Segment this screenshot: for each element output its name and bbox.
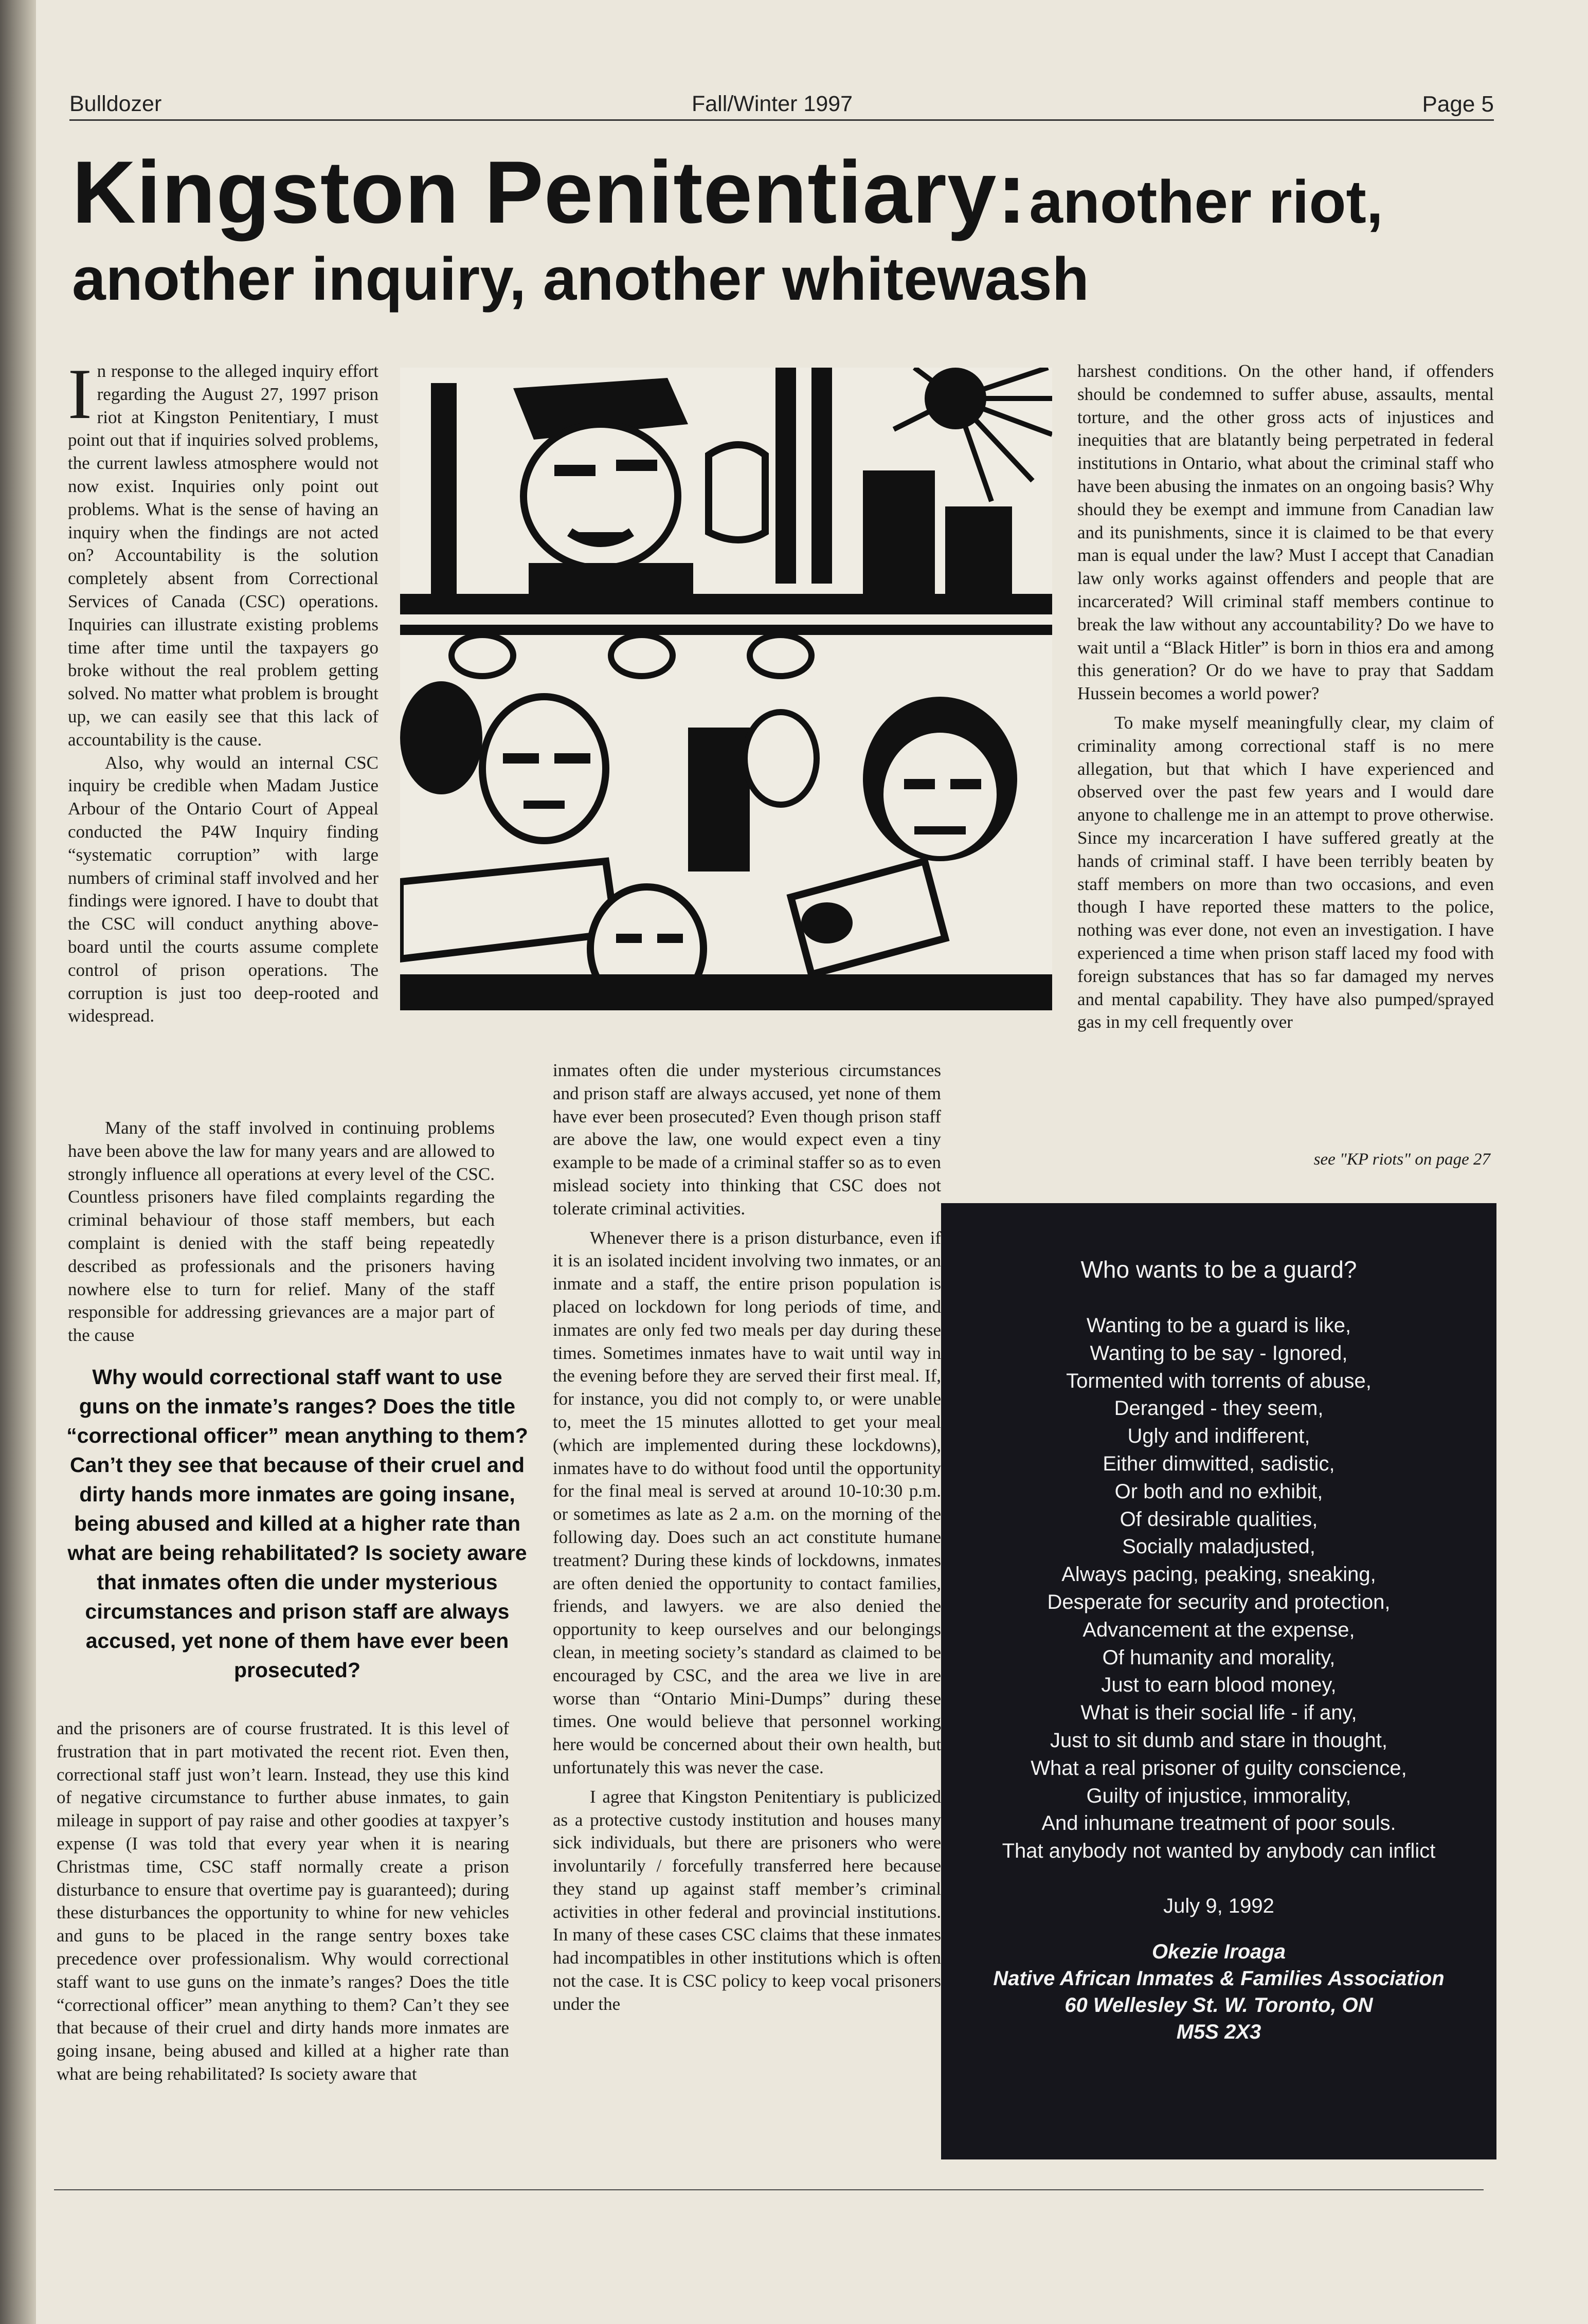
article-paragraph-2: Also, why would an internal CSC inquiry be credible when Madam Justice Arbour of the Ontario Court of Appeal conducted the P4W Inquiry finding “systematic corruption” with large numbers of criminal staff involved and her findings were ignored. I have to doubt that the CSC will conduct anything above-board until the courts assume complete control of prison operations. The corruption is just too deep-rooted and widespread.	[68, 752, 378, 1026]
article-paragraph-3: Many of the staff involved in continuing problems have been above the law for many years and are allowed to strongly influence all operations at every level of the CSC. Countless prisoners have filed complaints regarding the criminal behaviour of those staff members, but each complaint is denied with the staff being repeatedly described as professionals and the prisoners having nowhere else to turn for relief. Many of the staff responsible for addressing grievances are a major part of the cause	[68, 1118, 495, 1346]
article-col3	[1077, 360, 1494, 1034]
poem-author: Okezie Iroaga	[1151, 1940, 1286, 1963]
poem-line: Wanting to be a guard is like,	[1086, 1314, 1351, 1337]
poem-line: Desperate for security and protection,	[1047, 1590, 1391, 1613]
article-col2-paragraph-2: Whenever there is a prison disturbance, even if it is an isolated incident involving two inmates, or an inmate and a staff, the entire prison population is placed on lockdown for long periods of time, and inmates are only fed two meals per day during these times. Sometimes inmates have to wait until way in the evening before they are served their first meal. If, for instance, you did not comply to, or were unable to, meet the 15 minutes allotted to get your meal (which are implemented during these lockdowns), inmates have to do without food until the opportunity for the final meal is served at around 10-10:30 p.m. or sometimes as late as 2 a.m. on the morning of the following day. Does such an act constitute humane treatment? During these kinds of lockdowns, inmates are often denied the opportunity to contact families, friends, and lawyers. we are also denied the opportunity to keep ourselves and our belongings clean, in meeting society’s standard as claimed to be encouraged by CSC, and the area we live in are worse than “Ontario Mini-Dumps” during these times. One would believe that personnel working here would be concerned about their own health, but unfortunately this was never the case.	[553, 1227, 941, 1777]
poem-date: July 9, 1992	[1163, 1895, 1274, 1917]
article-col3-paragraph-1: harshest conditions. On the other hand, if offenders should be condemned to suffer abuse, assaults, mental torture, and the other gross acts of injustices and inequities that are blatantly being perpetrated in federal institutions in Ontario, what about the criminal staff who have been abusing the inmates on an ongoing basis? Why should they be exempt and immune from Canadian law and its punishments, since it is claimed to be that every man is equal under the law? Must I accept that Canadian law only works against offenders and people that are incarcerated? Will criminal staff members continue to break the law without any accountability? Do we have to wait until a “Black Hitler” is born in thios era and among this generation? Or do we have to pray that Saddam Hussein becomes a world power?	[1077, 361, 1494, 704]
poem-line: Always pacing, peaking, sneaking,	[1061, 1563, 1376, 1586]
pull-quote: Why would correctional staff want to use guns on the inmate’s ranges? Does the title “correctional officer” mean anything to them? Can’t they see that because of their cruel and dirty hands more inmates are going insane, being abused and killed at a higher rate than what are being rehabilitated? Is society aware that inmates often die under mysterious circumstances and prison staff are always accused, yet none of them have ever been prosecuted?	[66, 1365, 528, 1682]
poem-signature	[941, 1938, 1496, 2045]
poem-line: Tormented with torrents of abuse,	[1066, 1369, 1372, 1392]
poem-address-line-2: M5S 2X3	[1176, 2021, 1261, 2043]
poem-line: Wanting to be say - Ignored,	[1090, 1341, 1348, 1365]
article-col2-paragraph-1: inmates often die under mysterious circumstances and prison staff are always accused, yet none of them have ever been prosecuted? Even though prison staff are above the law, one would expect even a tiny example to be made of a criminal staffer so as to even mislead society into thinking that CSC does not tolerate criminal activities.	[553, 1060, 941, 1219]
drop-cap: I	[68, 354, 92, 434]
poem-lines	[941, 1312, 1496, 1865]
poem-line: And inhumane treatment of poor souls.	[1041, 1812, 1396, 1835]
poem-line: Or both and no exhibit,	[1114, 1480, 1323, 1503]
article-col1-lower	[68, 1117, 495, 1347]
article-paragraph-1: n response to the alleged inquiry effort regarding the August 27, 1997 prison riot at Kingston Penitentiary, I must point out that if inquiries solved problems, the current lawless atmosphere would not now exist. Inquiries only point out problems. What is the sense of having an inquiry when the findings are not acted on? Accountability is the solution completely absent from Correctional Services of Canada (CSC) operations. Inquiries can illustrate existing problems time after time until the taxpayers go broke without the real problem getting solved. No matter what problem is brought up, we can easily see that this lack of accountability is the cause.	[68, 361, 378, 750]
poem-title: Who wants to be a guard?	[1080, 1256, 1357, 1283]
article-col2-paragraph-3: I agree that Kingston Penitentiary is publicized as a protective custody institution and houses many sick individuals, but there are prisoners who were involuntarily / forcefully transferred here because they stand up against staff member’s criminal activities in other federal and provincial institutions. In many of these cases CSC claims that these inmates had incompatibles in other institutions which is often not the case. It is CSC policy to keep vocal prisoners under the	[553, 1786, 941, 2014]
article-col2	[553, 1059, 941, 2016]
poem-line: Guilty of injustice, immorality,	[1086, 1784, 1351, 1807]
poem-line: What is their social life - if any,	[1080, 1701, 1357, 1724]
headline-line2: another inquiry, another whitewash	[72, 245, 1089, 314]
article-col1-bottom	[57, 1717, 509, 2086]
poem-line: Deranged - they seem,	[1114, 1397, 1324, 1420]
article-col3-paragraph-2: To make myself meaningfully clear, my claim of criminality among correctional staff is no mere allegation, but that which I have experienced and observed over the past few years and I would dare anyone to challenge me in an attempt to prove otherwise. Since my incarceration I have suffered greatly at the hands of criminal staff. I have been terribly beaten by staff members on more than two occasions, and even though I have reported these matters to the police, nothing was ever done, not even an investigation. I have experienced a time when prison staff laced my food with foreign substances that has so far damaged my nerves and mental capability. They have also pumped/sprayed gas in my cell frequently over	[1077, 712, 1494, 1032]
poem-organization: Native African Inmates & Families Association	[993, 1967, 1445, 1990]
poem-line: Of humanity and morality,	[1102, 1646, 1336, 1669]
poem-line: That anybody not wanted by anybody can inflict	[1002, 1840, 1436, 1863]
poem-line: Just to sit dumb and stare in thought,	[1050, 1729, 1387, 1752]
protest-woodcut-icon	[400, 368, 1052, 1010]
headline	[72, 144, 1512, 313]
poem-box	[941, 1203, 1496, 2159]
poem-line: Socially maladjusted,	[1122, 1535, 1315, 1558]
article-paragraph-4: and the prisoners are of course frustrated. It is this level of frustration that in part motivated the recent riot. Even then, correctional staff just won’t learn. Instead, they use this kind of negative circumstance to further abuse inmates, to gain mileage in support of pay raise and other goodies at taxpyer’s expense (I was told that every year when it is nearing Christmas time, CSC staff normally create a prison disturbance to ensure that overtime pay is guaranteed); during these disturbances the opportunity to whine for new vehicles and guns to be placed in the range sentry boxes take precedence over professionalism. Why would correctional staff want to use guns on the inmate’s ranges? Does the title “correctional officer” mean anything to them? Can’t they see that because of their cruel and dirty hands more inmates are going insane, being abused and killed at a higher rate than what are being rehabilitated? Is society aware that	[57, 1718, 509, 2084]
headline-rest: another riot,	[1029, 168, 1383, 236]
poem-address-line-1: 60 Wellesley St. W. Toronto, ON	[1064, 1994, 1373, 2017]
page-number: Page 5	[1422, 92, 1494, 117]
header-rule	[69, 119, 1494, 121]
article-col1-top	[68, 354, 378, 1028]
publication-name: Bulldozer	[69, 92, 162, 116]
poem-line: Either dimwitted, sadistic,	[1103, 1452, 1335, 1475]
running-header	[69, 92, 1494, 120]
headline-main: Kingston Penitentiary:	[72, 143, 1027, 242]
continued-reference: see "KP riots" on page 27	[1313, 1150, 1490, 1169]
issue-date: Fall/Winter 1997	[692, 92, 853, 116]
poem-line: What a real prisoner of guilty conscience,	[1031, 1756, 1407, 1780]
poem-line: Advancement at the expense,	[1082, 1618, 1355, 1641]
poem-line: Just to earn blood money,	[1101, 1674, 1337, 1697]
protest-illustration	[400, 368, 1052, 1010]
poem-line: Of desirable qualities,	[1120, 1508, 1318, 1531]
poem-line: Ugly and indifferent,	[1127, 1425, 1310, 1448]
binding-shadow	[0, 0, 36, 2324]
footer-rule	[54, 2189, 1484, 2190]
